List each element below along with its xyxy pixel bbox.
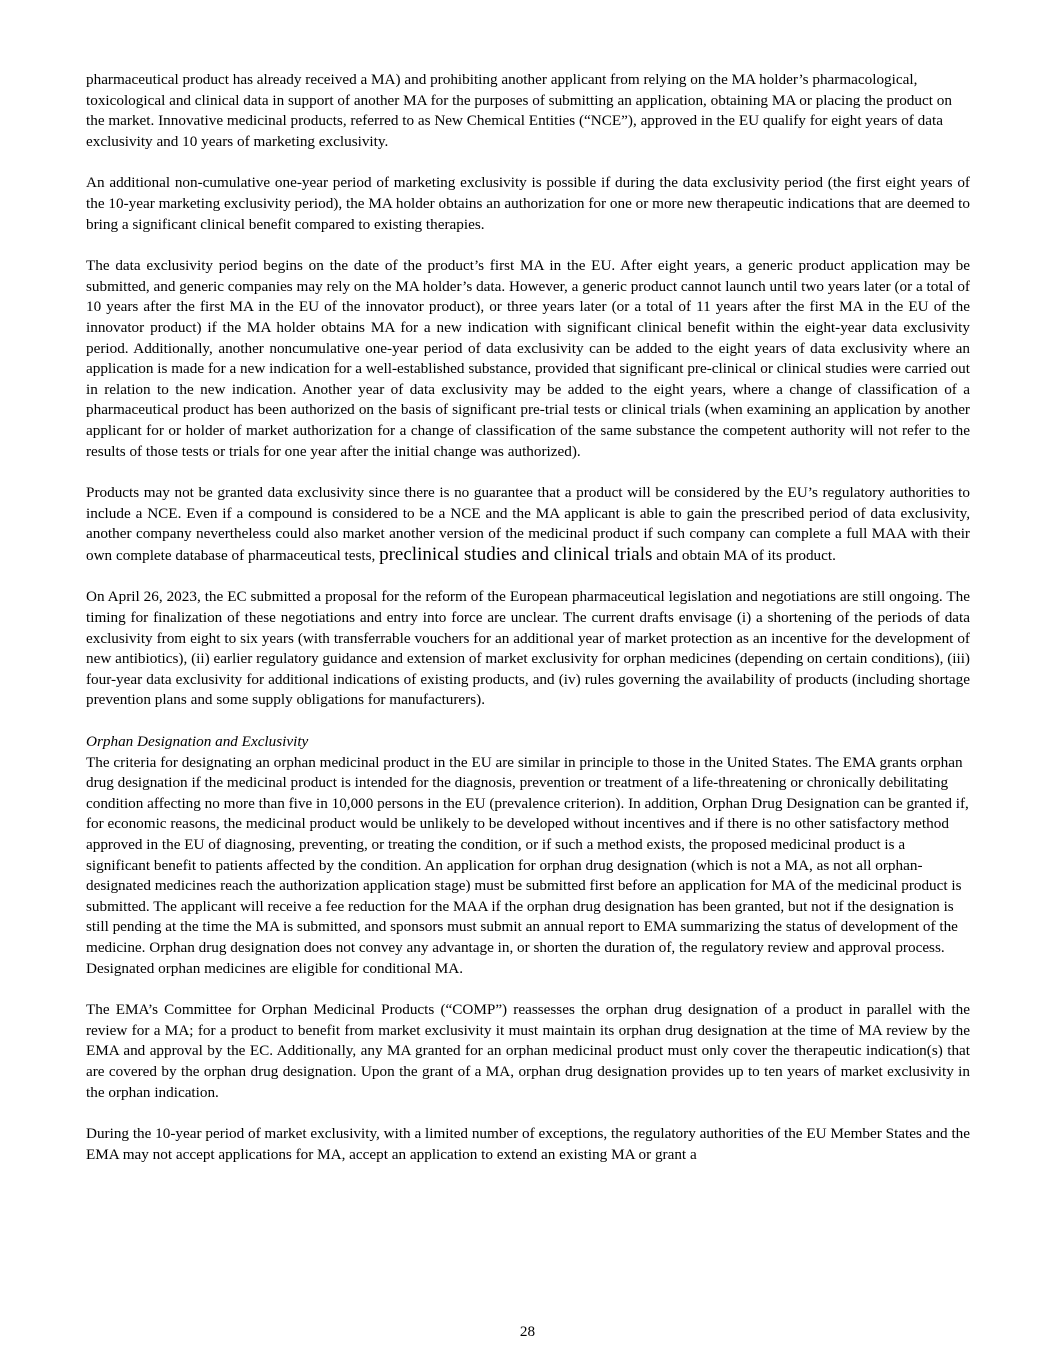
paragraph-data-exclusivity-period: The data exclusivity period begins on the date of the product’s first MA in the EU. After eight years, a generic product application may be submitted, and generic companies may rely on the MA holder’s data. However, a generic product cannot launch until two years later (or a total of 10 years after the first MA in the EU of the innovator product), or three years later (or a total of 11 years after the first MA in the EU of the innovator product) if the MA holder obtains MA for a new indication with significant clinical benefit within the eight-year data exclusivity period. Additionally, another noncumulative one-year period of data exclusivity can be added to the eight years of data exclusivity where an application is made for a new indication for a well-established substance, provided that significant pre-clinical or clinical studies were carried out in relation to the new indication. Another year of data exclusivity may be added to the eight years, where a change of classification of a pharmaceutical product has been authorized on the basis of significant pre-trial tests or clinical trials (when examining an application by another applicant for or holder of market authorization for a change of classification of the same substance the competent authority will not refer to the results of those tests or trials for one year after the initial change was authorized).: [86, 257, 970, 460]
paragraph-market-exclusivity-period: During the 10-year period of market exclusivity, with a limited number of exceptions, the regulatory authorities of the EU Member States and the EMA may not accept applications for MA, accept an application to extend an existing MA or grant a: [86, 1125, 970, 1163]
paragraph-orphan-criteria: The criteria for designating an orphan medicinal product in the EU are similar in principle to those in the United States. The EMA grants orphan drug designation if the medicinal product is intended for the diagnosis, prevention or treatment of a life-threatening or chronically debilitating condition affecting no more than five in 10,000 persons in the EU (prevalence criterion). In addition, Orphan Drug Designation can be granted if, for economic reasons, the medicinal product would be unlikely to be developed without incentives and if there is no other satisfactory method approved in the EU of diagnosing, preventing, or treating the condition, or if such a method exists, the proposed medicinal product is a significant benefit to patients affected by the condition. An application for orphan drug designation (which is not a MA, as not all orphan-designated medicines reach the authorization application stage) must be submitted first before an application for MA of the medicinal product is submitted. The applicant will receive a fee reduction for the MAA if the orphan drug designation has been granted, but not if the designation is still pending at the time the MA is submitted, and sponsors must submit an annual report to EMA summarizing the status of development of the medicine. Orphan drug designation does not convey any advantage in, or shorten the duration of, the regulatory review and approval process. Designated orphan medicines are eligible for conditional MA.: [86, 753, 969, 977]
paragraph-nce-text-emphasis: preclinical studies and clinical trials: [379, 543, 653, 565]
paragraph-nce-text-a: Products may not be granted data exclusivity since there is no guarantee that a product will be considered by the EU’s regulatory authorities to include a NCE. Even if a compound is considered to be a NCE and the MA applicant is able to gain the prescribed period of data exclusivity, another company nevertheless could also market another version of the medicinal product if such company can complete a full MAA with their own complete database of pharmaceutical tests,: [86, 484, 970, 564]
paragraph-data-exclusivity-intro: pharmaceutical product has already received a MA) and prohibiting another applicant from relying on the MA holder’s pharmacological, toxicological and clinical data in support of another MA for the purposes of submitting an application, obtaining MA or placing the product on the market. Innovative medicinal products, referred to as New Chemical Entities (“NCE”), approved in the EU qualify for eight years of data exclusivity and 10 years of marketing exclusivity.: [86, 71, 952, 150]
page-number: 28: [519, 1323, 536, 1340]
section-heading-orphan-designation: Orphan Designation and Exclusivity: [86, 733, 309, 751]
paragraph-nce-guarantee: [86, 483, 970, 566]
paragraph-marketing-exclusivity-extension: An additional non-cumulative one-year period of marketing exclusivity is possible if during the data exclusivity period (the first eight years of the 10-year marketing exclusivity period), the MA holder obtains an authorization for one or more new therapeutic indications that are deemed to bring a significant clinical benefit compared to existing therapies.: [86, 174, 970, 233]
paragraph-comp-reassessment: The EMA’s Committee for Orphan Medicinal Products (“COMP”) reassesses the orphan drug designation of a product in parallel with the review for a MA; for a product to benefit from market exclusivity it must maintain its orphan drug designation at the time of MA review by the EMA and approval by the EC. Additionally, any MA granted for an orphan medicinal product must only cover the therapeutic indication(s) that are covered by the orphan drug designation. Upon the grant of a MA, orphan drug designation provides up to ten years of market exclusivity in the orphan indication.: [86, 1001, 970, 1101]
paragraph-ec-reform-proposal: On April 26, 2023, the EC submitted a proposal for the reform of the European pharmaceutical legislation and negotiations are still ongoing. The timing for finalization of these negotiations and entry into force are unclear. The current drafts envisage (i) a shortening of the periods of data exclusivity from eight to six years (with transferrable vouchers for an additional year of market protection as an incentive for the development of new antibiotics), (ii) earlier regulatory guidance and extension of market exclusivity for orphan medicines (depending on certain conditions), (iii) four-year data exclusivity for additional indications of existing products, and (iv) rules governing the availability of products (including shortage prevention plans and some supply obligations for manufacturers).: [86, 588, 970, 709]
paragraph-nce-text-c: and obtain MA of its product.: [656, 546, 836, 564]
document-page: [86, 70, 970, 1186]
